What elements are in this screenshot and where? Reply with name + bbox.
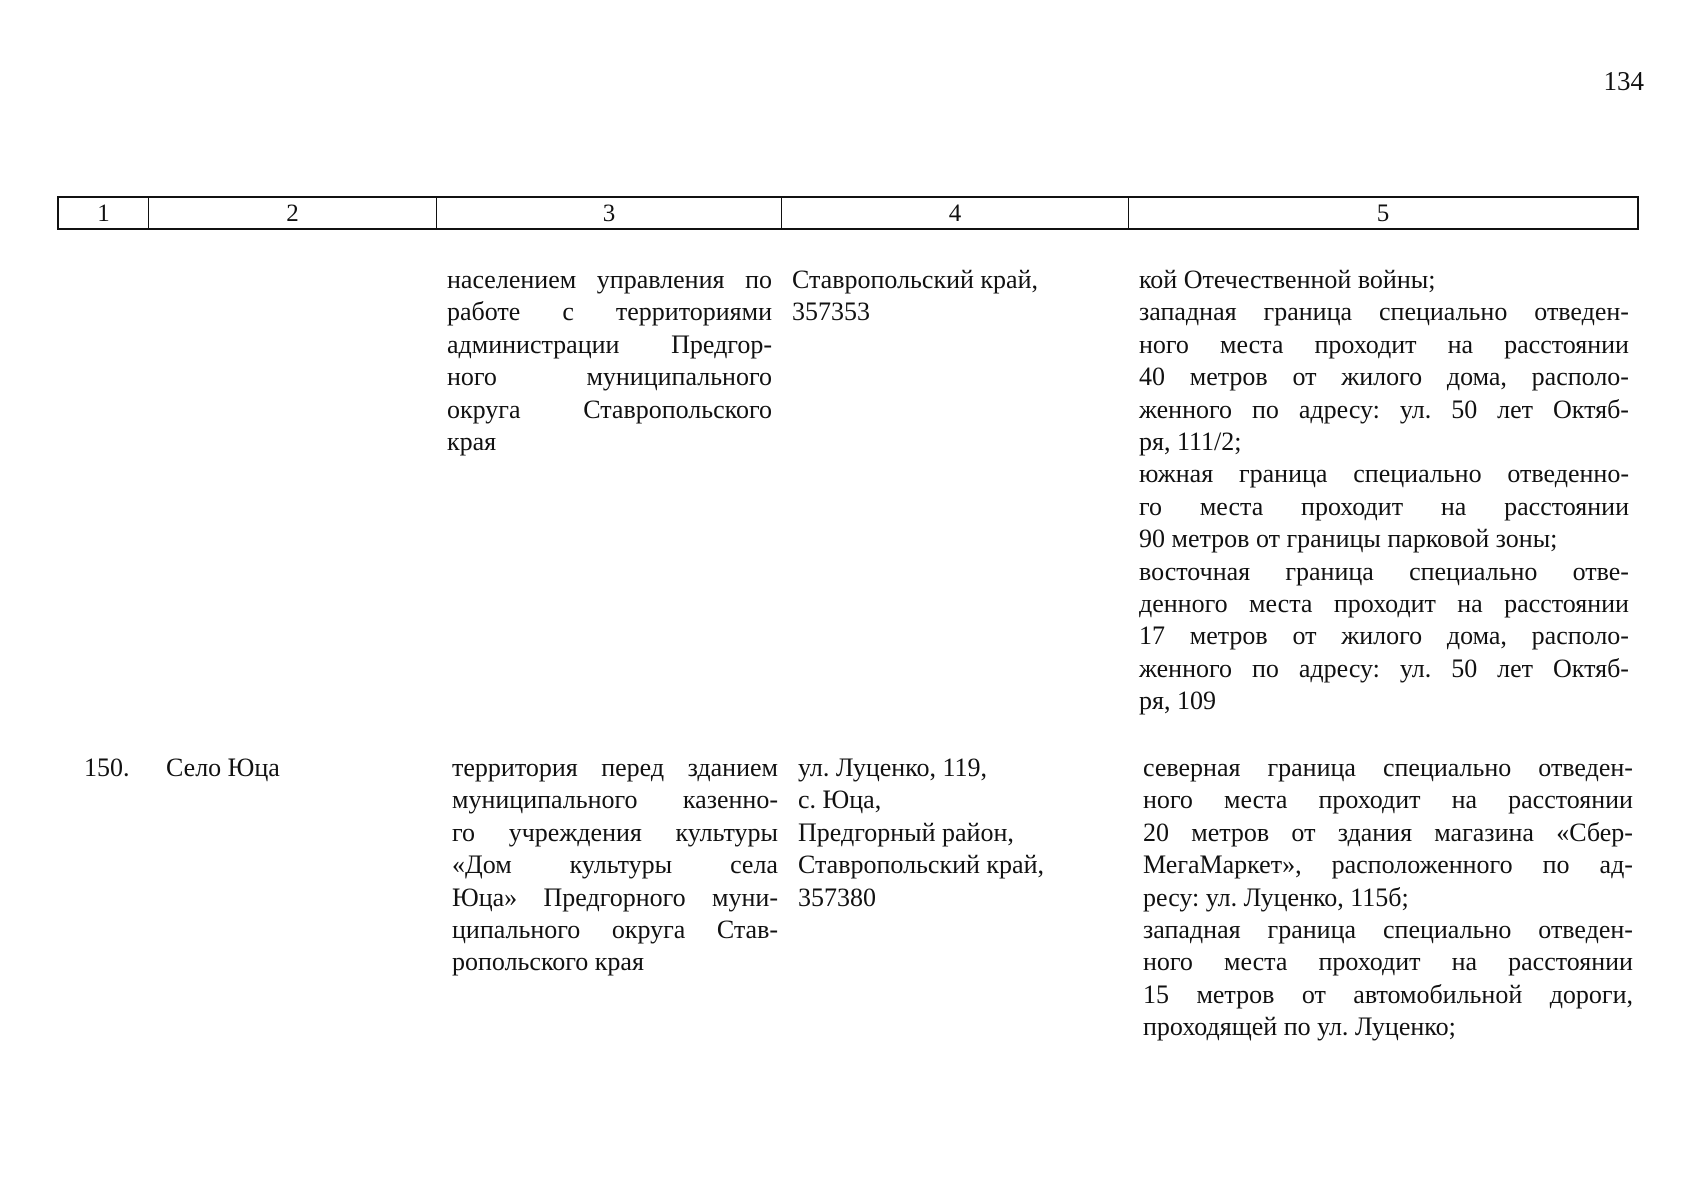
text-line: денного места проходит на расстоянии bbox=[1139, 589, 1629, 619]
text-line: южная граница специально отведенно- bbox=[1139, 459, 1629, 489]
text-line: территория перед зданием bbox=[452, 753, 778, 782]
text-line: 40 метров от жилого дома, располо- bbox=[1139, 362, 1629, 392]
address-cell bbox=[798, 752, 1098, 914]
place-description-cell bbox=[447, 264, 772, 458]
text-line: Юца» Предгорного муни- bbox=[452, 882, 778, 912]
text-line: ропольского края bbox=[452, 947, 644, 977]
text-line: 357380 bbox=[798, 882, 876, 912]
page-number: 134 bbox=[1603, 66, 1644, 96]
text-line: го места проходит на расстоянии bbox=[1139, 491, 1629, 521]
text-line: 90 метров от границы парковой зоны; bbox=[1139, 524, 1558, 554]
column-number-header bbox=[57, 196, 1639, 230]
text-line: западная граница специально отведен- bbox=[1143, 915, 1633, 945]
text-line: Ставропольский край, bbox=[798, 850, 1044, 880]
text-line: ного места проходит на расстоянии bbox=[1143, 785, 1633, 815]
text-line: ул. Луценко, 119, bbox=[798, 753, 988, 782]
column-number-2: 2 bbox=[149, 198, 437, 228]
text-line: проходящей по ул. Луценко; bbox=[1143, 1012, 1456, 1042]
text-line: кой Отечественной войны; bbox=[1139, 265, 1436, 294]
place-description-cell bbox=[452, 752, 778, 979]
text-line: ресу: ул. Луценко, 115б; bbox=[1143, 882, 1409, 912]
text-line: 357353 bbox=[792, 297, 870, 327]
text-line: женного по адресу: ул. 50 лет Октяб- bbox=[1139, 394, 1629, 424]
text-line: округа Ставропольского bbox=[447, 394, 772, 424]
address-cell bbox=[792, 264, 1092, 329]
text-line: 17 метров от жилого дома, располо- bbox=[1139, 621, 1629, 651]
borders-description-cell bbox=[1139, 264, 1629, 718]
text-line: администрации Предгор- bbox=[447, 329, 772, 359]
borders-description-cell bbox=[1143, 752, 1633, 1044]
text-line: го учреждения культуры bbox=[452, 817, 778, 847]
column-number-4: 4 bbox=[782, 198, 1129, 228]
text-line: северная граница специально отведен- bbox=[1143, 753, 1633, 782]
text-line: женного по адресу: ул. 50 лет Октяб- bbox=[1139, 653, 1629, 683]
settlement-name-cell: Село Юца bbox=[166, 753, 280, 782]
text-line: муниципального казенно- bbox=[452, 785, 778, 815]
row-number-cell: 150. bbox=[84, 753, 130, 782]
text-line: работе с территориями bbox=[447, 297, 772, 327]
text-line: МегаМаркет», расположенного по ад- bbox=[1143, 850, 1633, 880]
text-line: восточная граница специально отве- bbox=[1139, 556, 1629, 586]
text-line: ного места проходит на расстоянии bbox=[1143, 947, 1633, 977]
text-line: ного места проходит на расстоянии bbox=[1139, 329, 1629, 359]
column-number-3: 3 bbox=[437, 198, 782, 228]
text-line: ря, 109 bbox=[1139, 686, 1216, 716]
text-line: края bbox=[447, 427, 497, 457]
text-line: ципального округа Став- bbox=[452, 915, 778, 945]
text-line: «Дом культуры села bbox=[452, 850, 778, 880]
text-line: ря, 111/2; bbox=[1139, 427, 1242, 457]
text-line: западная граница специально отведен- bbox=[1139, 297, 1629, 327]
text-line: Предгорный район, bbox=[798, 817, 1014, 847]
text-line: 15 метров от автомобильной дороги, bbox=[1143, 979, 1633, 1009]
column-number-1: 1 bbox=[59, 198, 149, 228]
column-number-5: 5 bbox=[1376, 199, 1390, 227]
text-line: ного муниципального bbox=[447, 362, 772, 392]
text-line: Ставропольский край, bbox=[792, 265, 1038, 294]
text-line: 20 метров от здания магазина «Сбер- bbox=[1143, 817, 1633, 847]
text-line: с. Юца, bbox=[798, 785, 882, 815]
text-line: населением управления по bbox=[447, 265, 772, 294]
